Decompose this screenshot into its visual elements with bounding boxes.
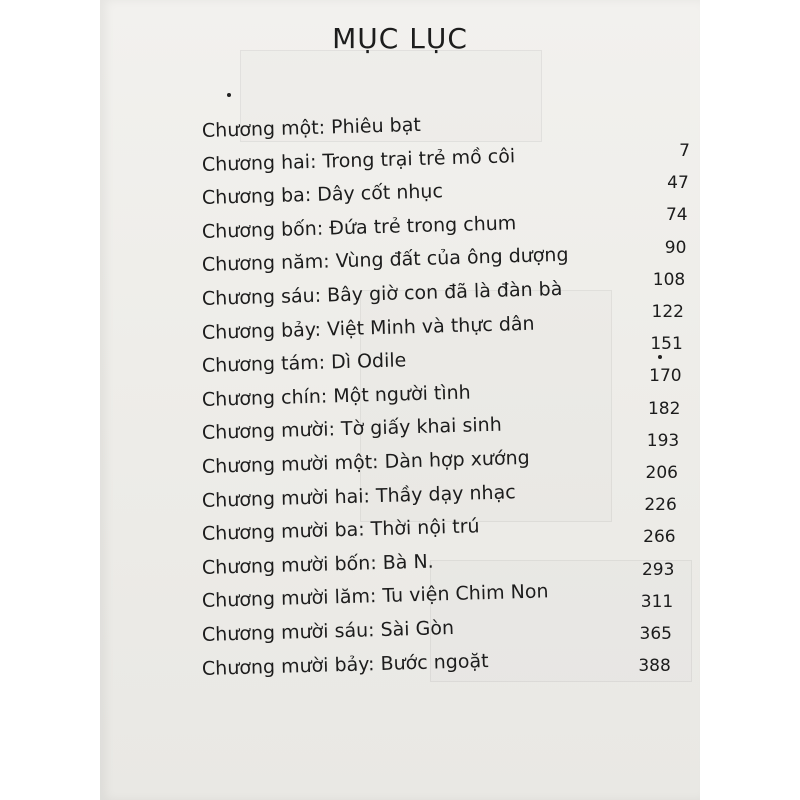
toc-entry-page-number: 388 xyxy=(638,656,671,677)
toc-entry-page-number: 47 xyxy=(667,173,689,194)
toc-entry-label: Chương bốn: Đứa trẻ trong chum xyxy=(201,212,517,243)
toc-entry-page-number: 182 xyxy=(647,398,681,419)
toc-entry-page-number: 170 xyxy=(649,366,682,387)
toc-entry-page-number: 311 xyxy=(640,591,674,612)
toc-entry-page-number: 293 xyxy=(641,559,675,580)
toc-entry-label: Chương mười ba: Thời nội trú xyxy=(201,515,480,546)
toc-entry-label: Chương mười bảy: Bước ngoặt xyxy=(201,649,489,680)
toc-entry-page-number: 206 xyxy=(645,463,678,483)
toc-entry-label: Chương mười bốn: Bà N. xyxy=(201,550,434,579)
toc-entry-label: Chương mười sáu: Sài Gòn xyxy=(201,616,455,646)
toc-entry-page-number: 122 xyxy=(651,302,684,322)
toc-entry-label: Chương năm: Vùng đất của ông dượng xyxy=(201,244,569,277)
toc-entry-label: Chương chín: Một người tình xyxy=(201,381,471,411)
toc-entry-label: Chương mười lăm: Tu viện Chim Non xyxy=(201,580,549,613)
toc-entry-page-number: 365 xyxy=(639,624,672,644)
toc-entry-label: Chương bảy: Việt Minh và thực dân xyxy=(201,312,535,344)
toc-entry-label: Chương một: Phiêu bạt xyxy=(201,113,422,142)
page-title: MỤC LỤC xyxy=(332,22,468,55)
toc-entry-label: Chương ba: Dây cốt nhục xyxy=(201,180,444,210)
toc-entry-label: Chương sáu: Bây giờ con đã là đàn bà xyxy=(201,277,563,310)
ink-dot xyxy=(658,355,662,359)
toc-entry-page-number: 108 xyxy=(652,269,686,290)
toc-entry-page-number: 151 xyxy=(650,334,683,355)
toc-entry-label: Chương tám: Dì Odile xyxy=(201,349,407,378)
toc-entry-page-number: 193 xyxy=(646,430,680,451)
toc-entry-label: Chương mười: Tờ giấy khai sinh xyxy=(201,414,503,445)
toc-entry-page-number: 266 xyxy=(643,527,676,548)
toc-entry-page-number: 226 xyxy=(644,495,677,516)
ink-dot xyxy=(227,93,231,97)
toc-entry-page-number: 7 xyxy=(679,141,690,161)
book-page xyxy=(100,0,700,800)
toc-entry-label: Chương mười hai: Thầy dạy nhạc xyxy=(201,480,516,512)
toc-entry-page-number: 90 xyxy=(664,237,687,258)
toc-entry-label: Chương hai: Trong trại trẻ mồ côi xyxy=(201,144,516,176)
toc-entry-label: Chương mười một: Dàn hợp xướng xyxy=(201,446,530,478)
toc-entry-page-number: 74 xyxy=(665,205,688,226)
